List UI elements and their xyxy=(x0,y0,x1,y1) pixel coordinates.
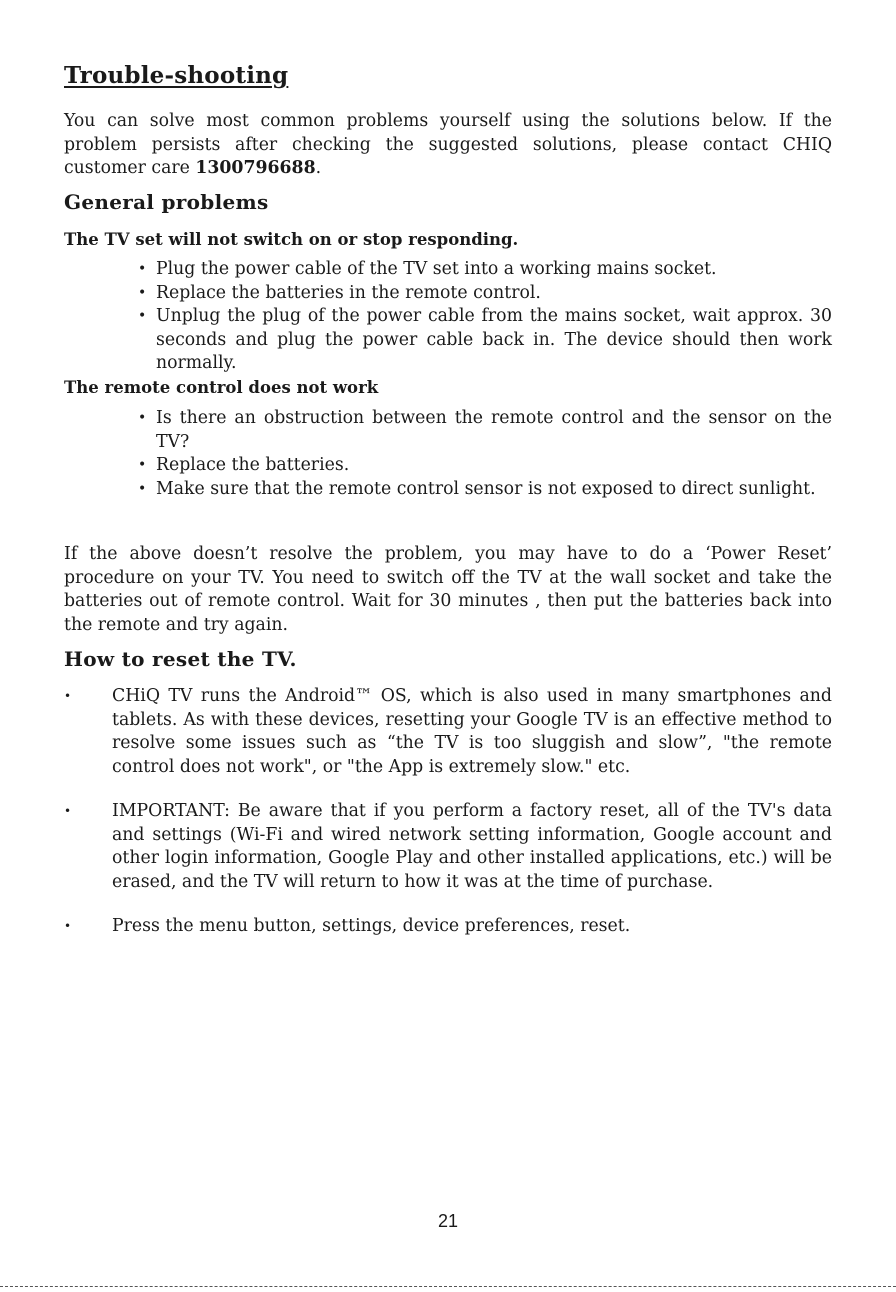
page-title: Trouble-shooting xyxy=(64,62,289,89)
intro-text: You can solve most common problems yourself using the solutions below. If the problem persists after checking the suggested solutions, please contact CHIQ customer care xyxy=(64,111,832,178)
footer-divider xyxy=(0,1286,896,1287)
list-item: • Plug the power cable of the TV set into a working mains socket. xyxy=(138,258,832,282)
reset-list xyxy=(64,685,832,939)
list-item: • Is there an obstruction between the remote control and the sensor on the TV? xyxy=(138,407,832,454)
list-item: • Replace the batteries. xyxy=(138,454,832,478)
list-item: • Make sure that the remote control sensor is not exposed to direct sunlight. xyxy=(138,478,832,502)
remote-list xyxy=(138,407,832,501)
no-power-heading: The TV set will not switch on or stop responding. xyxy=(64,230,519,249)
page-number: 21 xyxy=(437,1211,459,1231)
list-item: • Unplug the plug of the power cable from the mains socket, wait approx. 30 seconds and plug the power cable back in. The device should then work normally. xyxy=(138,305,832,376)
intro-paragraph xyxy=(64,110,832,181)
remote-heading: The remote control does not work xyxy=(64,378,379,397)
reset-heading: How to reset the TV. xyxy=(64,647,297,671)
no-power-list xyxy=(138,258,832,376)
list-item: • Replace the batteries in the remote control. xyxy=(138,282,832,306)
power-reset-paragraph: If the above doesn’t resolve the problem, you may have to do a ‘Power Reset’ procedure on your TV. You need to switch off the TV at the wall socket and take the batteries out of remote control. Wait for 30 minutes , then put the batteries back into the remote and try again. xyxy=(64,544,832,635)
general-problems-heading: General problems xyxy=(64,190,269,214)
customer-care-phone: 1300796688 xyxy=(195,158,316,178)
list-item: • CHiQ TV runs the Android™ OS, which is also used in many smartphones and tablets. As with these devices, resetting your Google TV is an effective method to resolve some issues such as “the TV is too sluggish and slow”, "the remote control does not work", or "the App is extremely slow." etc. xyxy=(64,685,832,779)
list-item: • Press the menu button, settings, device preferences, reset. xyxy=(64,915,832,939)
intro-end: . xyxy=(315,158,322,178)
list-item: • IMPORTANT: Be aware that if you perform a factory reset, all of the TV's data and settings (Wi-Fi and wired network setting information, Google account and other login information, Google Play and other installed applications, etc.) will be erased, and the TV will return to how it was at the time of purchase. xyxy=(64,800,832,894)
